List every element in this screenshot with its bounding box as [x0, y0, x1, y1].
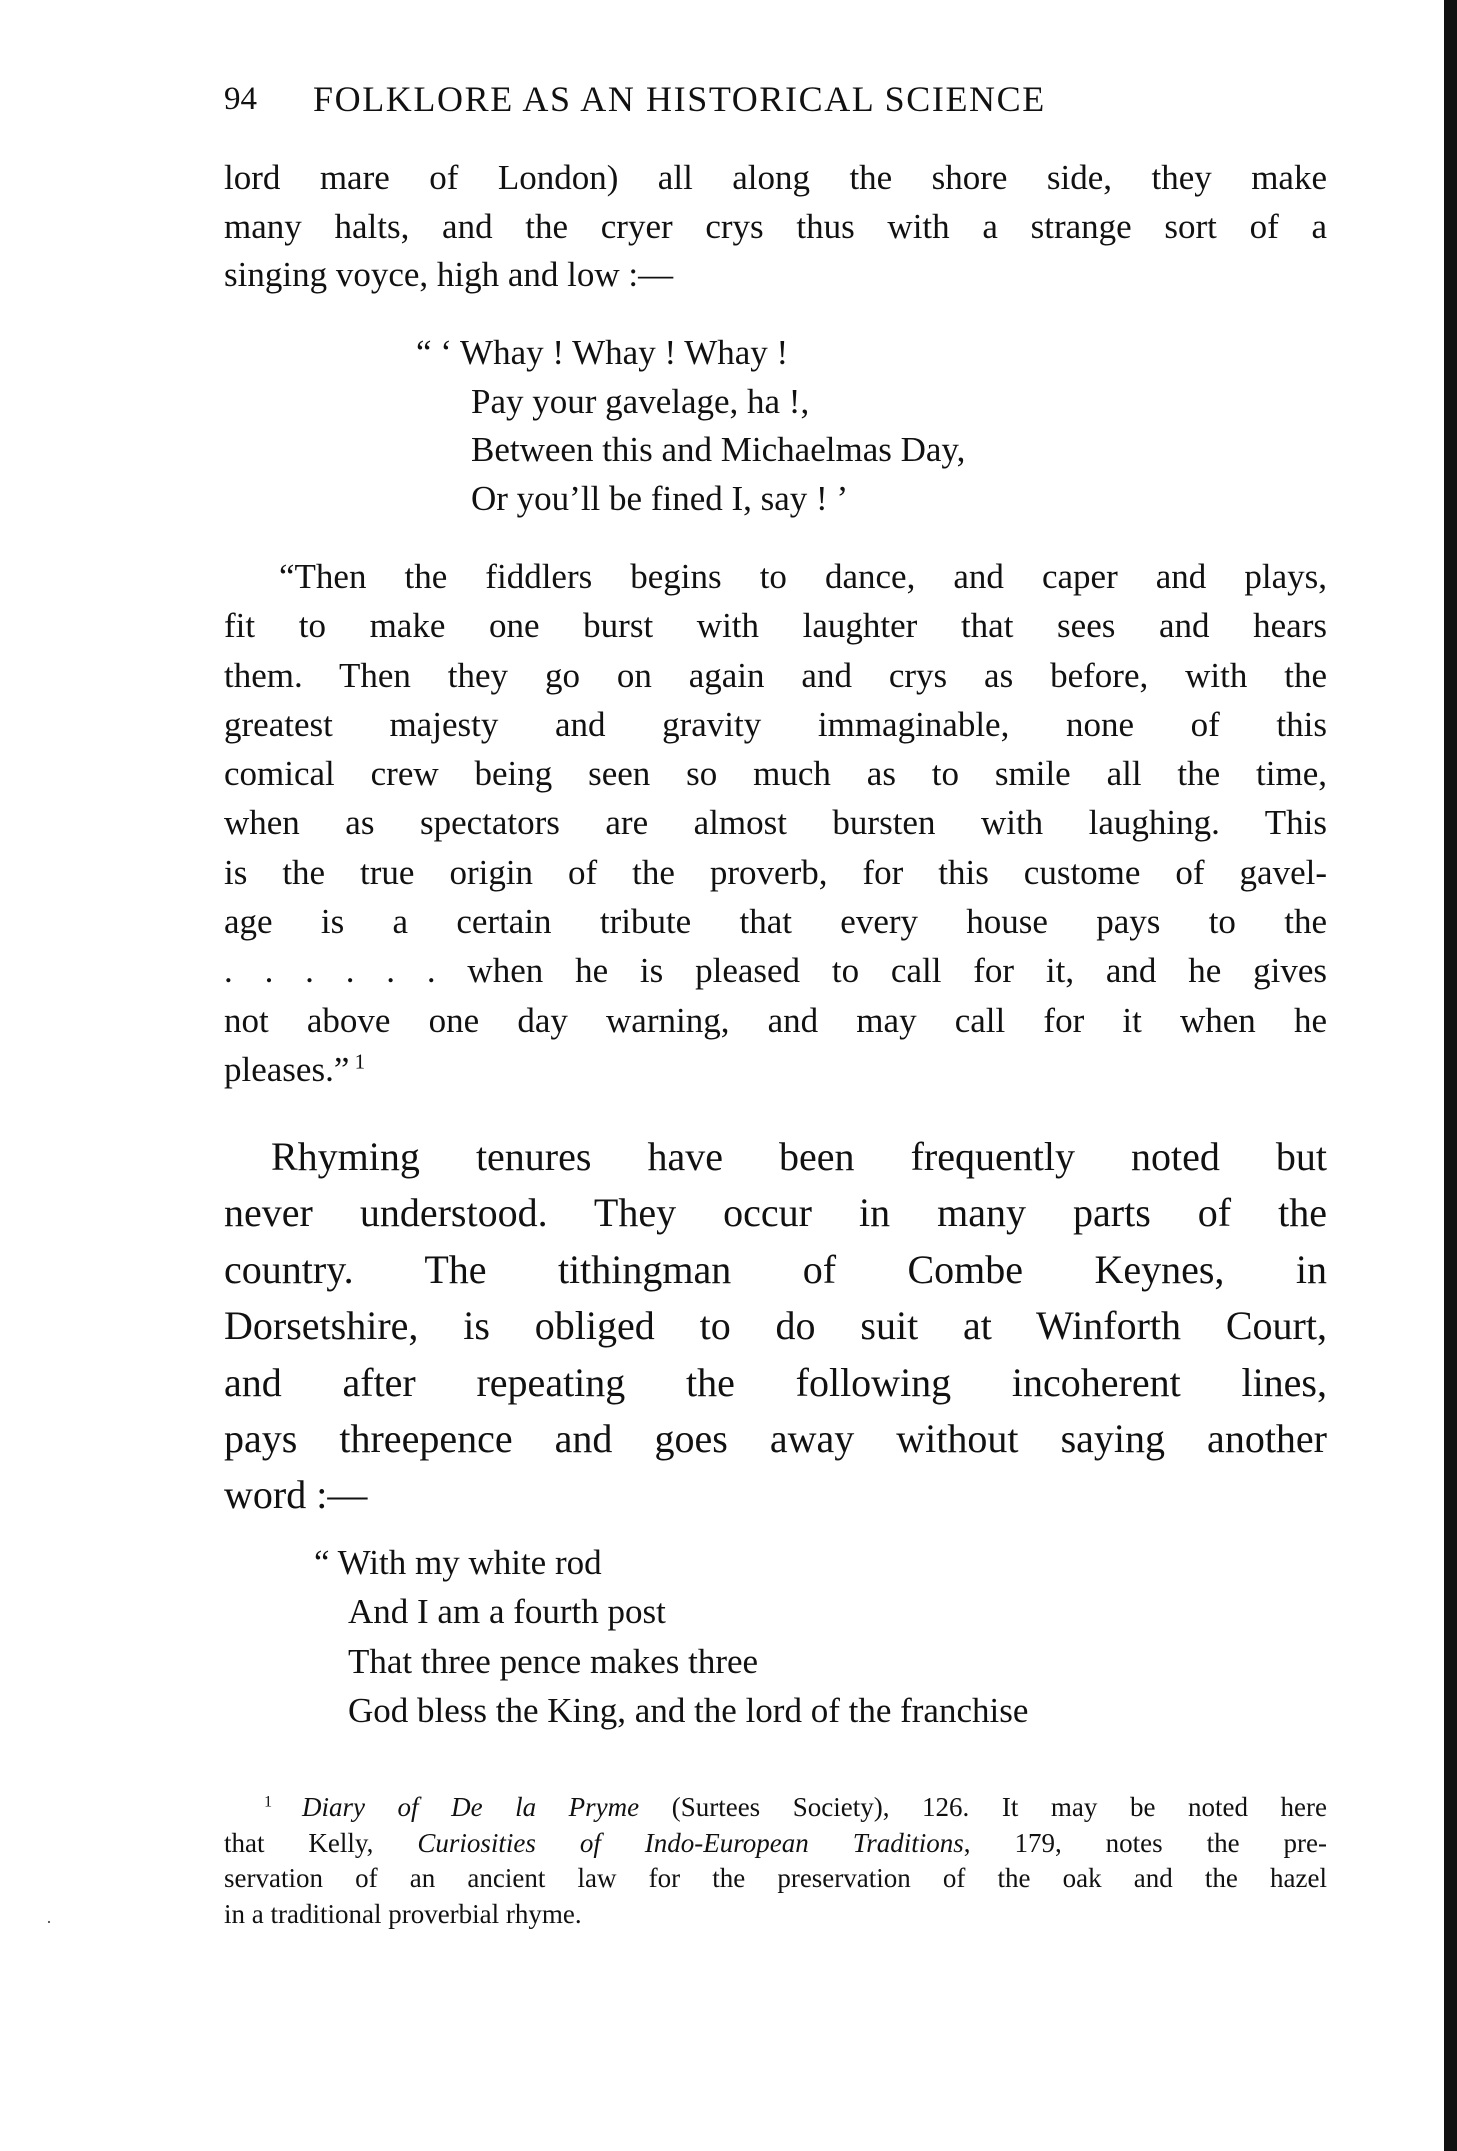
verse-line: Pay your gavelage, ha !, [471, 381, 810, 421]
text-line: pays threepence and goes away without saying another [224, 1416, 1327, 1462]
text-line: fit to make one burst with laughter that sees and hears [224, 606, 1327, 646]
text-line: country. The tithingman of Combe Keynes, in [224, 1246, 1327, 1292]
footnote [224, 1790, 1327, 1933]
text-line: many halts, and the cryer crys thus with a strange sort of a [224, 206, 1327, 246]
verse-line: And I am a fourth post [348, 1592, 666, 1632]
paragraph-fiddlers [224, 552, 1327, 1094]
text-line: singing voyce, high and low :— [224, 255, 674, 295]
text-line: is the true origin of the proverb, for this custome of gavel- [224, 852, 1327, 892]
footnote-text: that Kelly, [224, 1827, 418, 1858]
footnote-line [224, 1826, 1327, 1862]
page-number: 94 [224, 81, 257, 117]
verse-line: God bless the King, and the lord of the franchise [348, 1691, 1029, 1731]
text-line: Dorsetshire, is obliged to do suit at Winforth Court, [224, 1303, 1327, 1349]
footnote-line [224, 1861, 1327, 1897]
verse-line: “ With my white rod [314, 1543, 602, 1582]
footnote-line [224, 1790, 1327, 1826]
text-line: when as spectators are almost bursten with laughing. This [224, 803, 1327, 843]
italic-title: Diary of De la Pryme [301, 1792, 640, 1822]
text-line: Rhyming tenures have been frequently noted but [271, 1134, 1327, 1179]
text-line: not above one day warning, and may call for it when he [224, 1000, 1327, 1040]
footnote-text: in a traditional proverbial rhyme. [224, 1899, 582, 1930]
italic-title: Curiosities of Indo-European Traditions [417, 1827, 964, 1858]
footnote-reference: 1 [349, 1049, 366, 1074]
verse-line: Or you’ll be fined I, say ! ’ [471, 479, 849, 519]
scan-speck: · [46, 1912, 52, 1932]
paragraph-rhyming-tenures [224, 1129, 1327, 1524]
verse-line: Between this and Michaelmas Day, [471, 430, 966, 470]
footnote-marker: 1 [264, 1792, 302, 1811]
text-line: word :— [224, 1472, 368, 1518]
text-line: them. Then they go on again and crys as before, with the [224, 655, 1327, 695]
verse-line: That three pence makes three [348, 1641, 759, 1681]
text-line: pleases.” $^1$ [224, 1049, 366, 1089]
footnote-text: servation of an ancient law for the preservation of the oak and the hazel [224, 1863, 1327, 1894]
verse-white-rod [314, 1538, 1028, 1736]
text-line: greatest majesty and gravity immaginable, none of this [224, 704, 1327, 744]
text-line: and after repeating the following incoherent lines, [224, 1359, 1327, 1405]
text-line: age is a certain tribute that every house pays to the [224, 902, 1327, 942]
text-line: . . . . . . when he is pleased to call for it, and he gives [224, 951, 1327, 991]
running-title: FOLKLORE AS AN HISTORICAL SCIENCE [313, 79, 1046, 119]
footnote-line [224, 1897, 1327, 1933]
text-line: lord mare of London) all along the shore side, they make [224, 158, 1327, 197]
verse-gavelage [416, 329, 965, 524]
footnote-text: (Surtees Society), 126. It may be noted here [639, 1792, 1328, 1822]
verse-line: “ ‘ Whay ! Whay ! Whay ! [416, 333, 789, 372]
page-edge-shadow [1444, 0, 1457, 2151]
text-line: comical crew being seen so much as to smile all the time, [224, 754, 1327, 794]
paragraph-quote-continued [224, 154, 1327, 300]
text-line: “Then the fiddlers begins to dance, and caper and plays, [279, 557, 1327, 596]
text-line: never understood. They occur in many parts of the [224, 1190, 1327, 1236]
footnote-text: , 179, notes the pre- [963, 1827, 1328, 1858]
